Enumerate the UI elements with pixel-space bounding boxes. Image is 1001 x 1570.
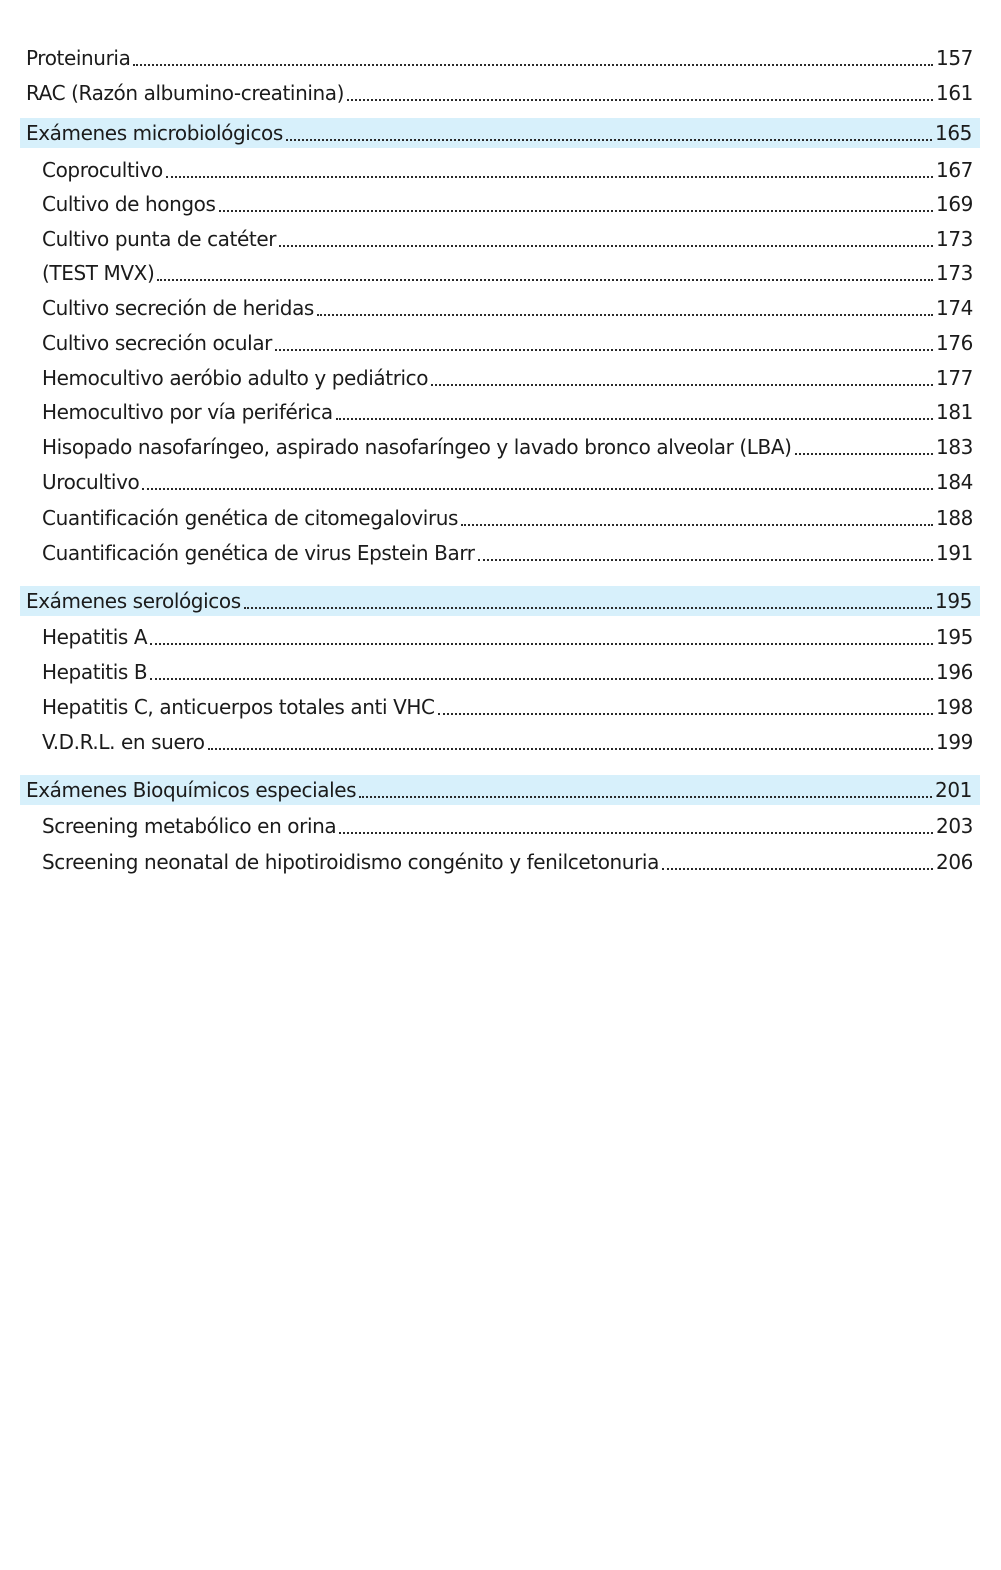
toc-entry-page-number: 157 <box>936 46 973 70</box>
toc-entry-title: Cuantificación genética de citomegalovirus <box>42 506 459 530</box>
dot-leader <box>359 796 932 798</box>
toc-entry-page-number: 161 <box>936 81 973 105</box>
toc-entry-title: Hepatitis C, anticuerpos totales anti VHC <box>42 695 435 719</box>
dot-leader <box>133 64 933 66</box>
toc-entry-proteinuria[interactable] <box>0 43 1001 73</box>
toc-entry-urocultivo[interactable] <box>0 467 1001 497</box>
toc-entry-page-number: 199 <box>936 730 973 754</box>
dot-leader <box>438 713 933 715</box>
toc-entry-screening-neonatal[interactable] <box>0 847 1001 877</box>
dot-leader <box>431 384 933 386</box>
toc-entry-title: Cuantificación genética de virus Epstein Barr <box>42 541 475 565</box>
toc-entry-title: Cultivo secreción ocular <box>42 331 272 355</box>
toc-entry-hepatitis-a[interactable] <box>0 622 1001 652</box>
dot-leader <box>478 559 933 561</box>
toc-entry-page-number: 203 <box>936 814 973 838</box>
toc-entry-test-mvx[interactable] <box>0 258 1001 288</box>
toc-entry-title: Proteinuria <box>26 46 131 70</box>
toc-entry-page-number: 188 <box>936 506 973 530</box>
toc-entry-title: V.D.R.L. en suero <box>42 730 205 754</box>
toc-section-title: Exámenes Bioquímicos especiales <box>26 778 357 802</box>
toc-section-microbiologicos[interactable] <box>20 118 980 148</box>
dot-leader <box>208 748 933 750</box>
toc-entry-cultivo-hongos[interactable] <box>0 189 1001 219</box>
toc-entry-title: Hisopado nasofaríngeo, aspirado nasofaríngeo y lavado bronco alveolar (LBA) <box>42 435 792 459</box>
toc-entry-title: Hemocultivo aeróbio adulto y pediátrico <box>42 366 429 390</box>
toc-section-title: Exámenes microbiológicos <box>26 121 283 145</box>
dot-leader <box>286 139 932 141</box>
toc-entry-title: RAC (Razón albumino-creatinina) <box>26 81 345 105</box>
toc-entry-title: Hepatitis B <box>42 660 148 684</box>
toc-entry-title: (TEST MVX) <box>42 261 155 285</box>
toc-entry-hemocultivo-aerobio[interactable] <box>0 363 1001 393</box>
toc-entry-page-number: 176 <box>936 331 973 355</box>
toc-section-serologicos[interactable] <box>20 586 980 616</box>
toc-entry-page-number: 177 <box>936 366 973 390</box>
dot-leader <box>662 868 933 870</box>
toc-entry-title: Coprocultivo <box>42 158 163 182</box>
toc-entry-cultivo-ocular[interactable] <box>0 328 1001 358</box>
dot-leader <box>795 453 934 455</box>
toc-entry-page-number: 196 <box>936 660 973 684</box>
dot-leader <box>279 245 933 247</box>
toc-entry-rac[interactable] <box>0 78 1001 108</box>
toc-entry-screening-orina[interactable] <box>0 811 1001 841</box>
dot-leader <box>275 349 933 351</box>
toc-entry-cultivo-punta-cateter[interactable] <box>0 224 1001 254</box>
dot-leader <box>219 210 933 212</box>
toc-section-page-number: 165 <box>935 121 972 145</box>
toc-entry-page-number: 167 <box>936 158 973 182</box>
toc-entry-hepatitis-b[interactable] <box>0 657 1001 687</box>
toc-entry-title: Screening neonatal de hipotiroidismo congénito y fenilcetonuria <box>42 850 659 874</box>
dot-leader <box>150 678 933 680</box>
dot-leader <box>150 643 933 645</box>
dot-leader <box>157 279 933 281</box>
toc-entry-coprocultivo[interactable] <box>0 155 1001 185</box>
toc-entry-page-number: 174 <box>936 296 973 320</box>
dot-leader <box>347 99 933 101</box>
toc-section-bioquimicos[interactable] <box>20 775 980 805</box>
dot-leader <box>336 418 933 420</box>
toc-entry-vdrl[interactable] <box>0 727 1001 757</box>
toc-entry-page-number: 206 <box>936 850 973 874</box>
toc-entry-page-number: 198 <box>936 695 973 719</box>
toc-entry-page-number: 191 <box>936 541 973 565</box>
dot-leader <box>142 488 933 490</box>
dot-leader <box>166 176 933 178</box>
toc-entry-epstein-barr[interactable] <box>0 538 1001 568</box>
toc-entry-citomegalovirus[interactable] <box>0 503 1001 533</box>
toc-entry-page-number: 184 <box>936 470 973 494</box>
toc-entry-cultivo-heridas[interactable] <box>0 293 1001 323</box>
toc-entry-page-number: 173 <box>936 261 973 285</box>
toc-entry-title: Hemocultivo por vía periférica <box>42 400 333 424</box>
toc-section-title: Exámenes serológicos <box>26 589 241 613</box>
toc-entry-title: Cultivo punta de catéter <box>42 227 277 251</box>
dot-leader <box>339 832 933 834</box>
dot-leader <box>317 314 933 316</box>
dot-leader <box>244 607 932 609</box>
toc-entry-page-number: 195 <box>936 625 973 649</box>
toc-entry-page-number: 173 <box>936 227 973 251</box>
dot-leader <box>461 524 933 526</box>
toc-entry-hepatitis-c[interactable] <box>0 692 1001 722</box>
toc-entry-page-number: 183 <box>936 435 973 459</box>
toc-section-page-number: 201 <box>935 778 972 802</box>
toc-entry-hemocultivo-periferica[interactable] <box>0 397 1001 427</box>
toc-entry-hisopado[interactable] <box>0 432 1001 462</box>
toc-entry-title: Screening metabólico en orina <box>42 814 337 838</box>
toc-entry-title: Urocultivo <box>42 470 140 494</box>
toc-entry-page-number: 169 <box>936 192 973 216</box>
toc-entry-page-number: 181 <box>936 400 973 424</box>
toc-entry-title: Cultivo secreción de heridas <box>42 296 314 320</box>
toc-entry-title: Hepatitis A <box>42 625 148 649</box>
toc-section-page-number: 195 <box>935 589 972 613</box>
toc-entry-title: Cultivo de hongos <box>42 192 216 216</box>
